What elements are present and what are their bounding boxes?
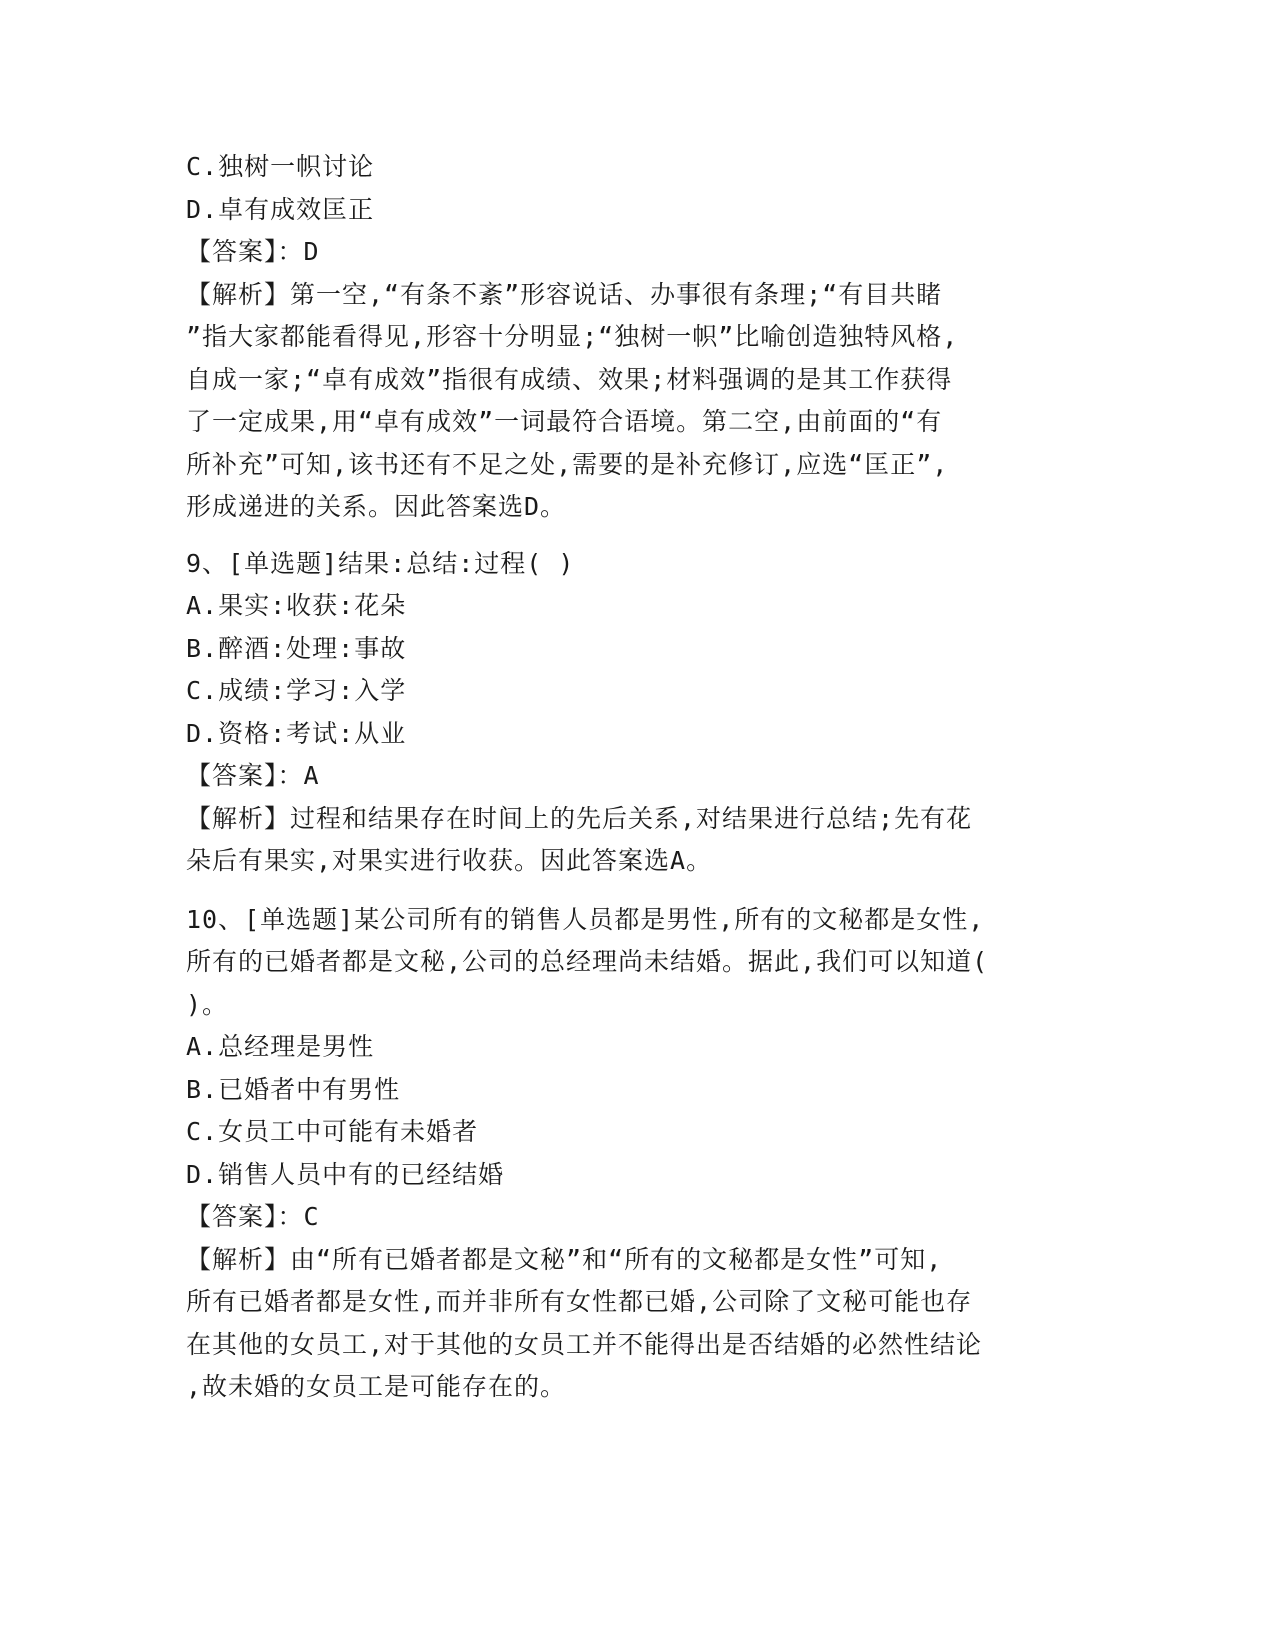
analysis-line: 了一定成果,用“卓有成效”一词最符合语境。第二空,由前面的“有 <box>186 407 943 436</box>
analysis-line: 所补充”可知,该书还有不足之处,需要的是补充修订,应选“匡正”, <box>186 449 949 479</box>
analysis-line: 在其他的女员工,对于其他的女员工并不能得出是否结婚的必然性结论 <box>186 1329 983 1359</box>
option-c: C.成绩:学习:入学 <box>186 676 407 705</box>
analysis-line: 所有已婚者都是女性,而并非所有女性都已婚,公司除了文秘可能也存 <box>186 1287 973 1316</box>
question-title: )。 <box>186 989 229 1019</box>
answer-line: 【答案】：D <box>186 237 320 266</box>
option-b: B.醉酒:处理:事故 <box>186 633 407 663</box>
option-b: B.已婚者中有男性 <box>186 1074 401 1104</box>
analysis-line: 【解析】过程和结果存在时间上的先后关系,对结果进行总结;先有花 <box>186 803 973 833</box>
option-d: D.销售人员中有的已经结婚 <box>186 1159 505 1189</box>
question-title: 10、[单选题]某公司所有的销售人员都是男性,所有的文秘都是女性, <box>186 904 985 934</box>
analysis-line: ,故未婚的女员工是可能存在的。 <box>186 1372 567 1401</box>
option-a: A.果实:收获:花朵 <box>186 591 407 620</box>
option-d: D.资格:考试:从业 <box>186 718 407 748</box>
question-title: 9、[单选题]结果:总结:过程( ) <box>186 548 575 578</box>
analysis-line: 自成一家;“卓有成效”指很有成绩、效果;材料强调的是其工作获得 <box>186 364 953 394</box>
analysis-line: 【解析】由“所有已婚者都是文秘”和“所有的文秘都是女性”可知, <box>186 1244 943 1274</box>
answer-line: 【答案】：C <box>186 1202 320 1231</box>
question-8-block <box>186 146 1086 529</box>
spacer <box>186 883 1086 899</box>
option-a: A.总经理是男性 <box>186 1032 375 1061</box>
analysis-line: 【解析】第一空,“有条不紊”形容说话、办事很有条理;“有目共睹 <box>186 279 943 309</box>
page-content <box>186 146 1086 1409</box>
analysis-line: 朵后有果实,对果实进行收获。因此答案选A。 <box>186 846 713 875</box>
spacer <box>186 529 1086 543</box>
analysis-line: 形成递进的关系。因此答案选D。 <box>186 492 567 521</box>
option-c: C.女员工中可能有未婚者 <box>186 1117 479 1146</box>
analysis-line: ”指大家都能看得见,形容十分明显;“独树一帜”比喻创造独特风格, <box>186 322 959 351</box>
question-10-block <box>186 899 1086 1409</box>
option-c: C.独树一帜讨论 <box>186 152 375 181</box>
question-title: 所有的已婚者都是文秘,公司的总经理尚未结婚。据此,我们可以知道( <box>186 947 989 976</box>
option-d: D.卓有成效匡正 <box>186 194 375 224</box>
question-9-block <box>186 543 1086 883</box>
answer-line: 【答案】：A <box>186 761 320 790</box>
